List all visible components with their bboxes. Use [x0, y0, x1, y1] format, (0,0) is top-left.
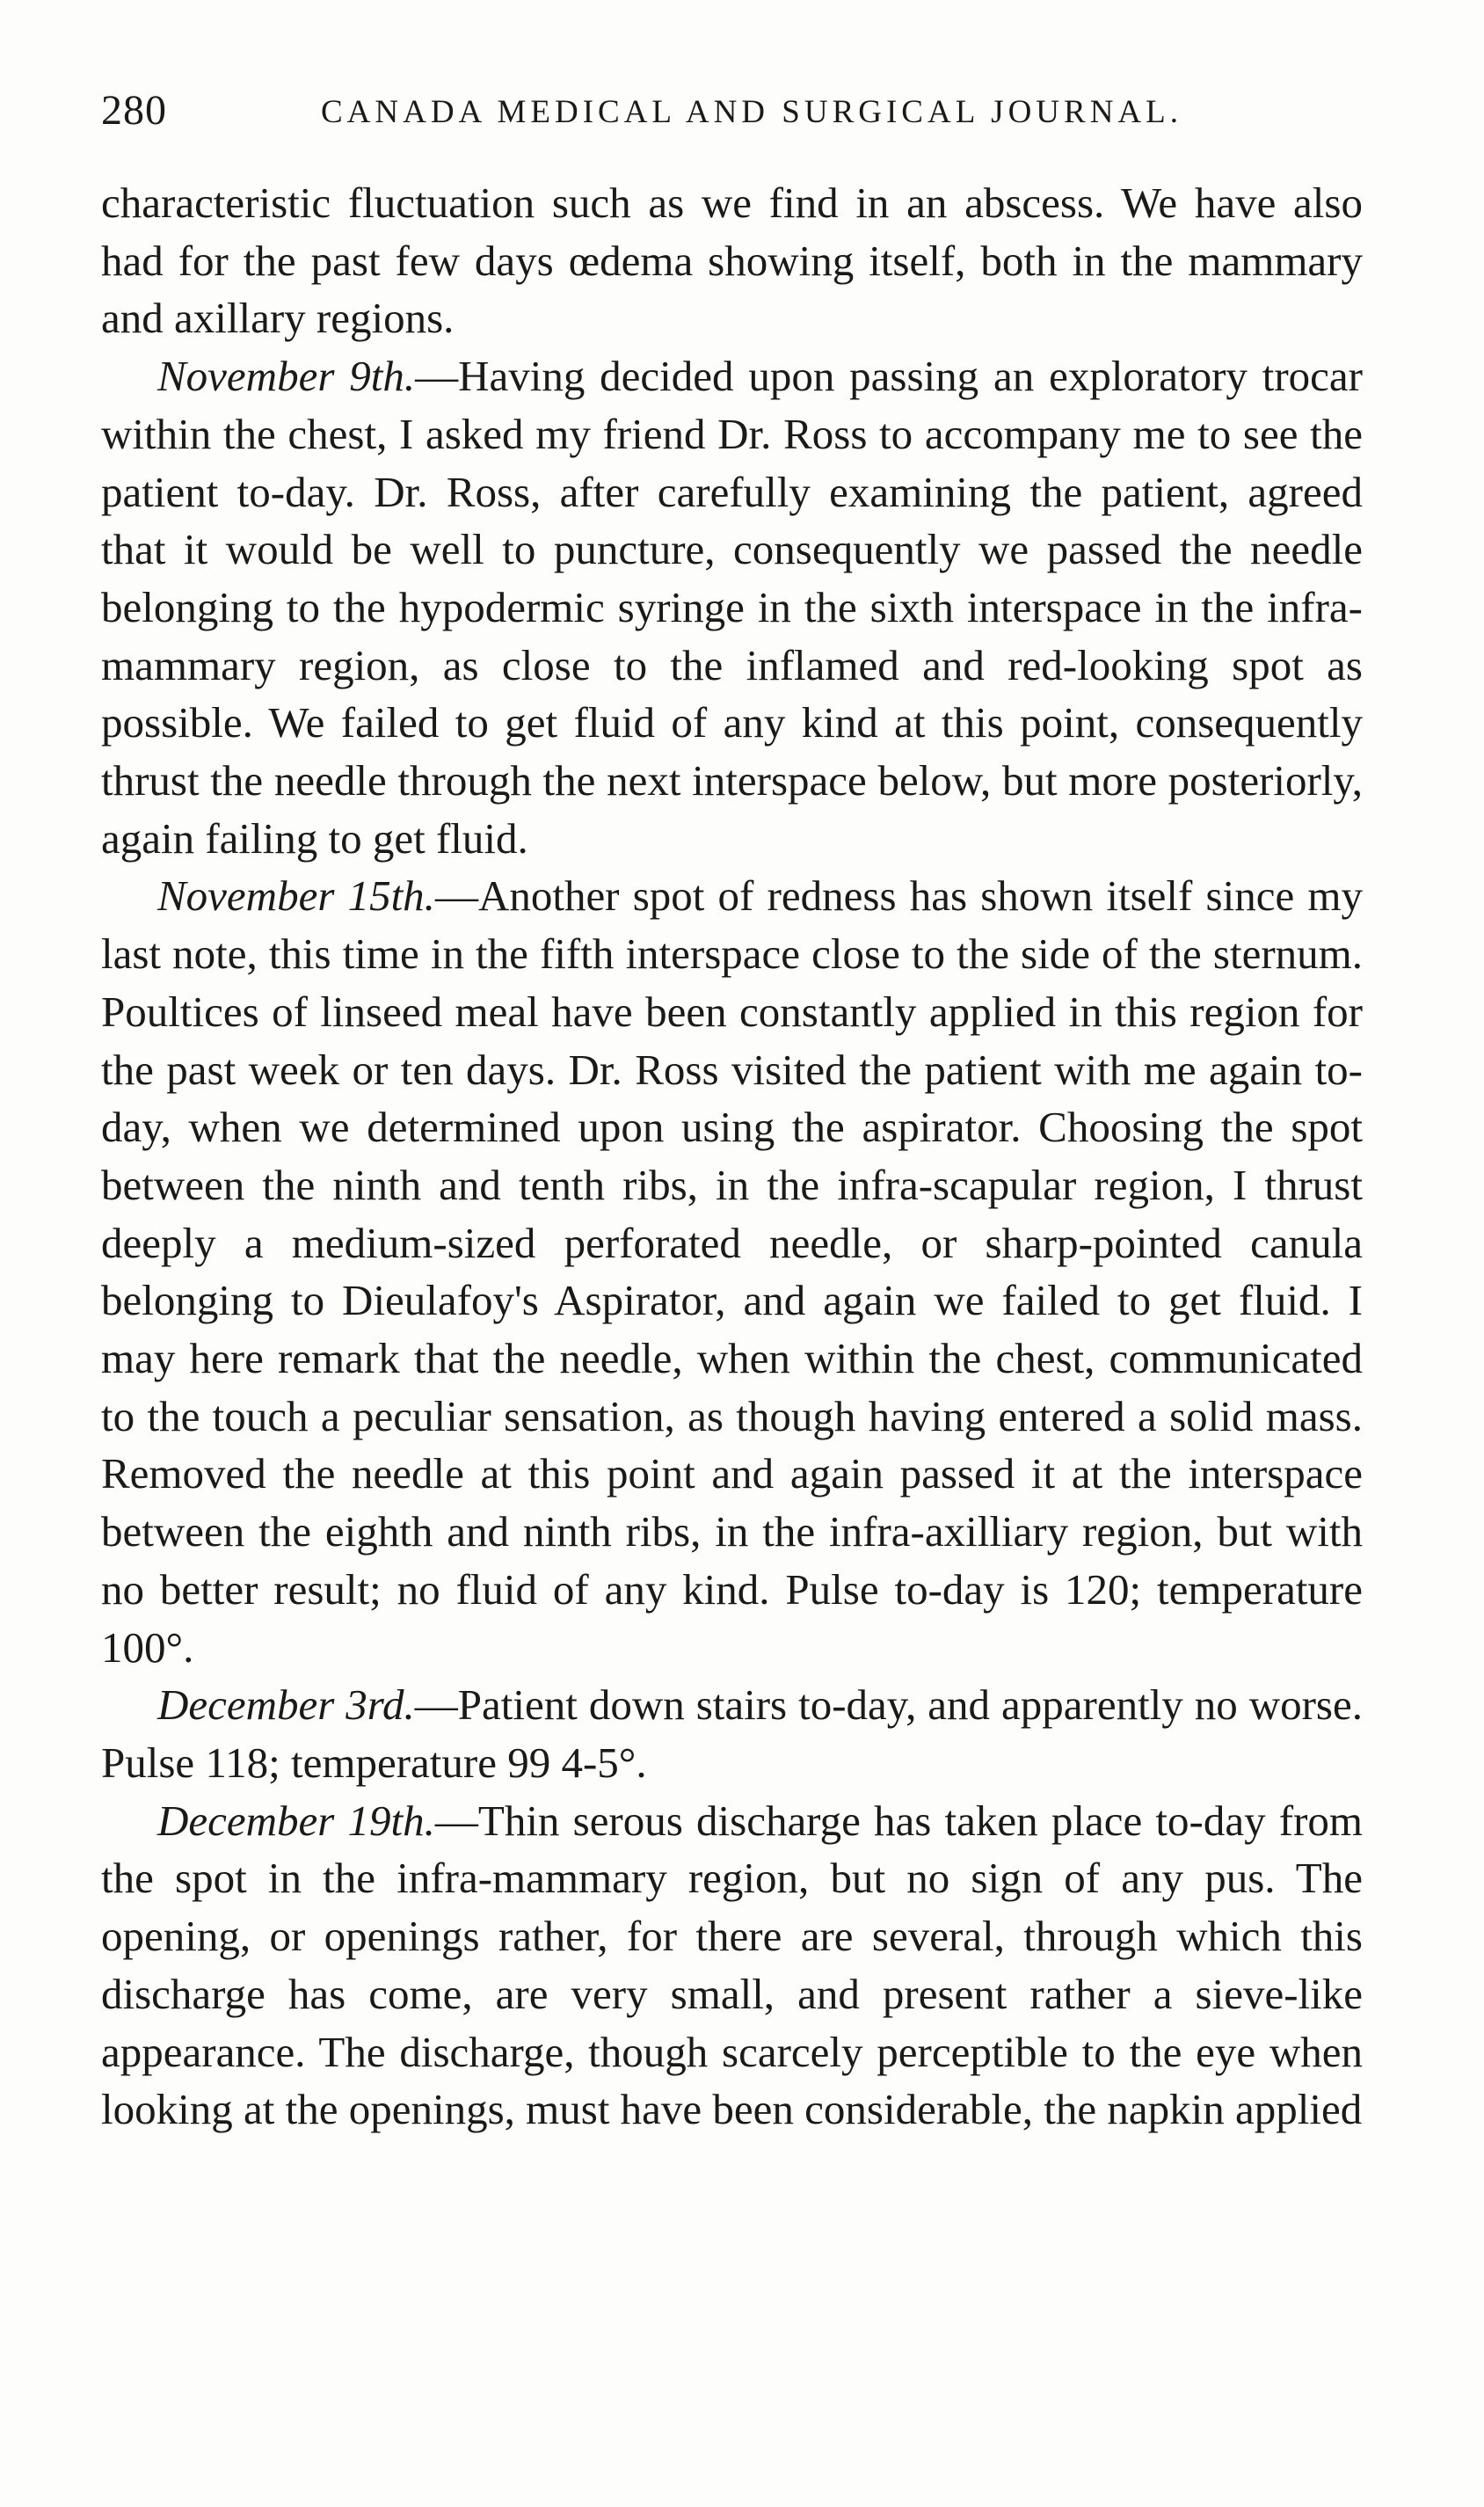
entry-date: December 19th. — [157, 1796, 435, 1845]
paragraph-text: —Thin serous discharge has taken place to-day from the spot in the infra-mammary region, but no sign of any pus. The opening, or openings rather, for there are several, through which this discharge has come, are very small, and present rather a sieve-like appearance. The discharge, though scarcely perceptible to the eye when looking at the openings, must have been considerable, the napkin applied — [101, 1796, 1364, 2134]
paragraph-text: characteristic fluctuation such as we find in an abscess. We have also had for the past few days œdema showing itself, both in the mammary and axillary regions. — [101, 179, 1363, 343]
paragraph-november-15 — [101, 867, 1363, 1676]
running-head — [101, 86, 1367, 139]
entry-date: November 9th. — [157, 352, 416, 401]
entry-date: November 15th. — [157, 871, 435, 921]
journal-title: CANADA MEDICAL AND SURGICAL JOURNAL. — [321, 94, 1182, 130]
paragraph-text: —Another spot of redness has shown itself since my last note, this time in the fifth interspace close to the side of the sternum. Poultices of linseed meal have been constantly applied in this region for the past week or ten days. Dr. Ross visited the patient with me again to-day, when we determined upon using the aspirator. Choosing the spot between the ninth and tenth ribs, in the infra-scapular region, I thrust deeply a medium-sized perforated needle, or sharp-pointed canula belonging to Dieulafoy's Aspirator, and again we failed to get fluid. I may here remark that the needle, when within the chest, communicated to the touch a peculiar sensation, as though having entered a solid mass. Removed the needle at this point and again passed it at the interspace between the eighth and ninth ribs, in the infra-axilliary region, but with no better result; no fluid of any kind. Pulse to-day is 120; temperature 100°. — [101, 871, 1363, 1672]
entry-date: December 3rd. — [157, 1680, 415, 1730]
paragraph-november-9 — [101, 347, 1363, 867]
paragraph-december-19 — [101, 1792, 1363, 2139]
article-body — [101, 174, 1363, 2139]
paragraph-december-3 — [101, 1676, 1363, 1791]
page-number: 280 — [101, 87, 167, 134]
paragraph-text: —Patient down stairs to-day, and apparently no worse. Pulse 118; temperature 99 4-5°. — [101, 1680, 1363, 1787]
paragraph-continuation — [101, 174, 1363, 347]
paragraph-text: —Having decided upon passing an exploratory trocar within the chest, I asked my friend Dr. Ross to accompany me to see the patient to-day. Dr. Ross, after carefully examining the patient, agreed that it would be well to puncture, consequently we passed the needle belonging to the hypodermic syringe in the sixth interspace in the infra-mammary region, as close to the inflamed and red-looking spot as possible. We failed to get fluid of any kind at this point, consequently thrust the needle through the next interspace below, but more posteriorly, again failing to get fluid. — [101, 352, 1363, 863]
